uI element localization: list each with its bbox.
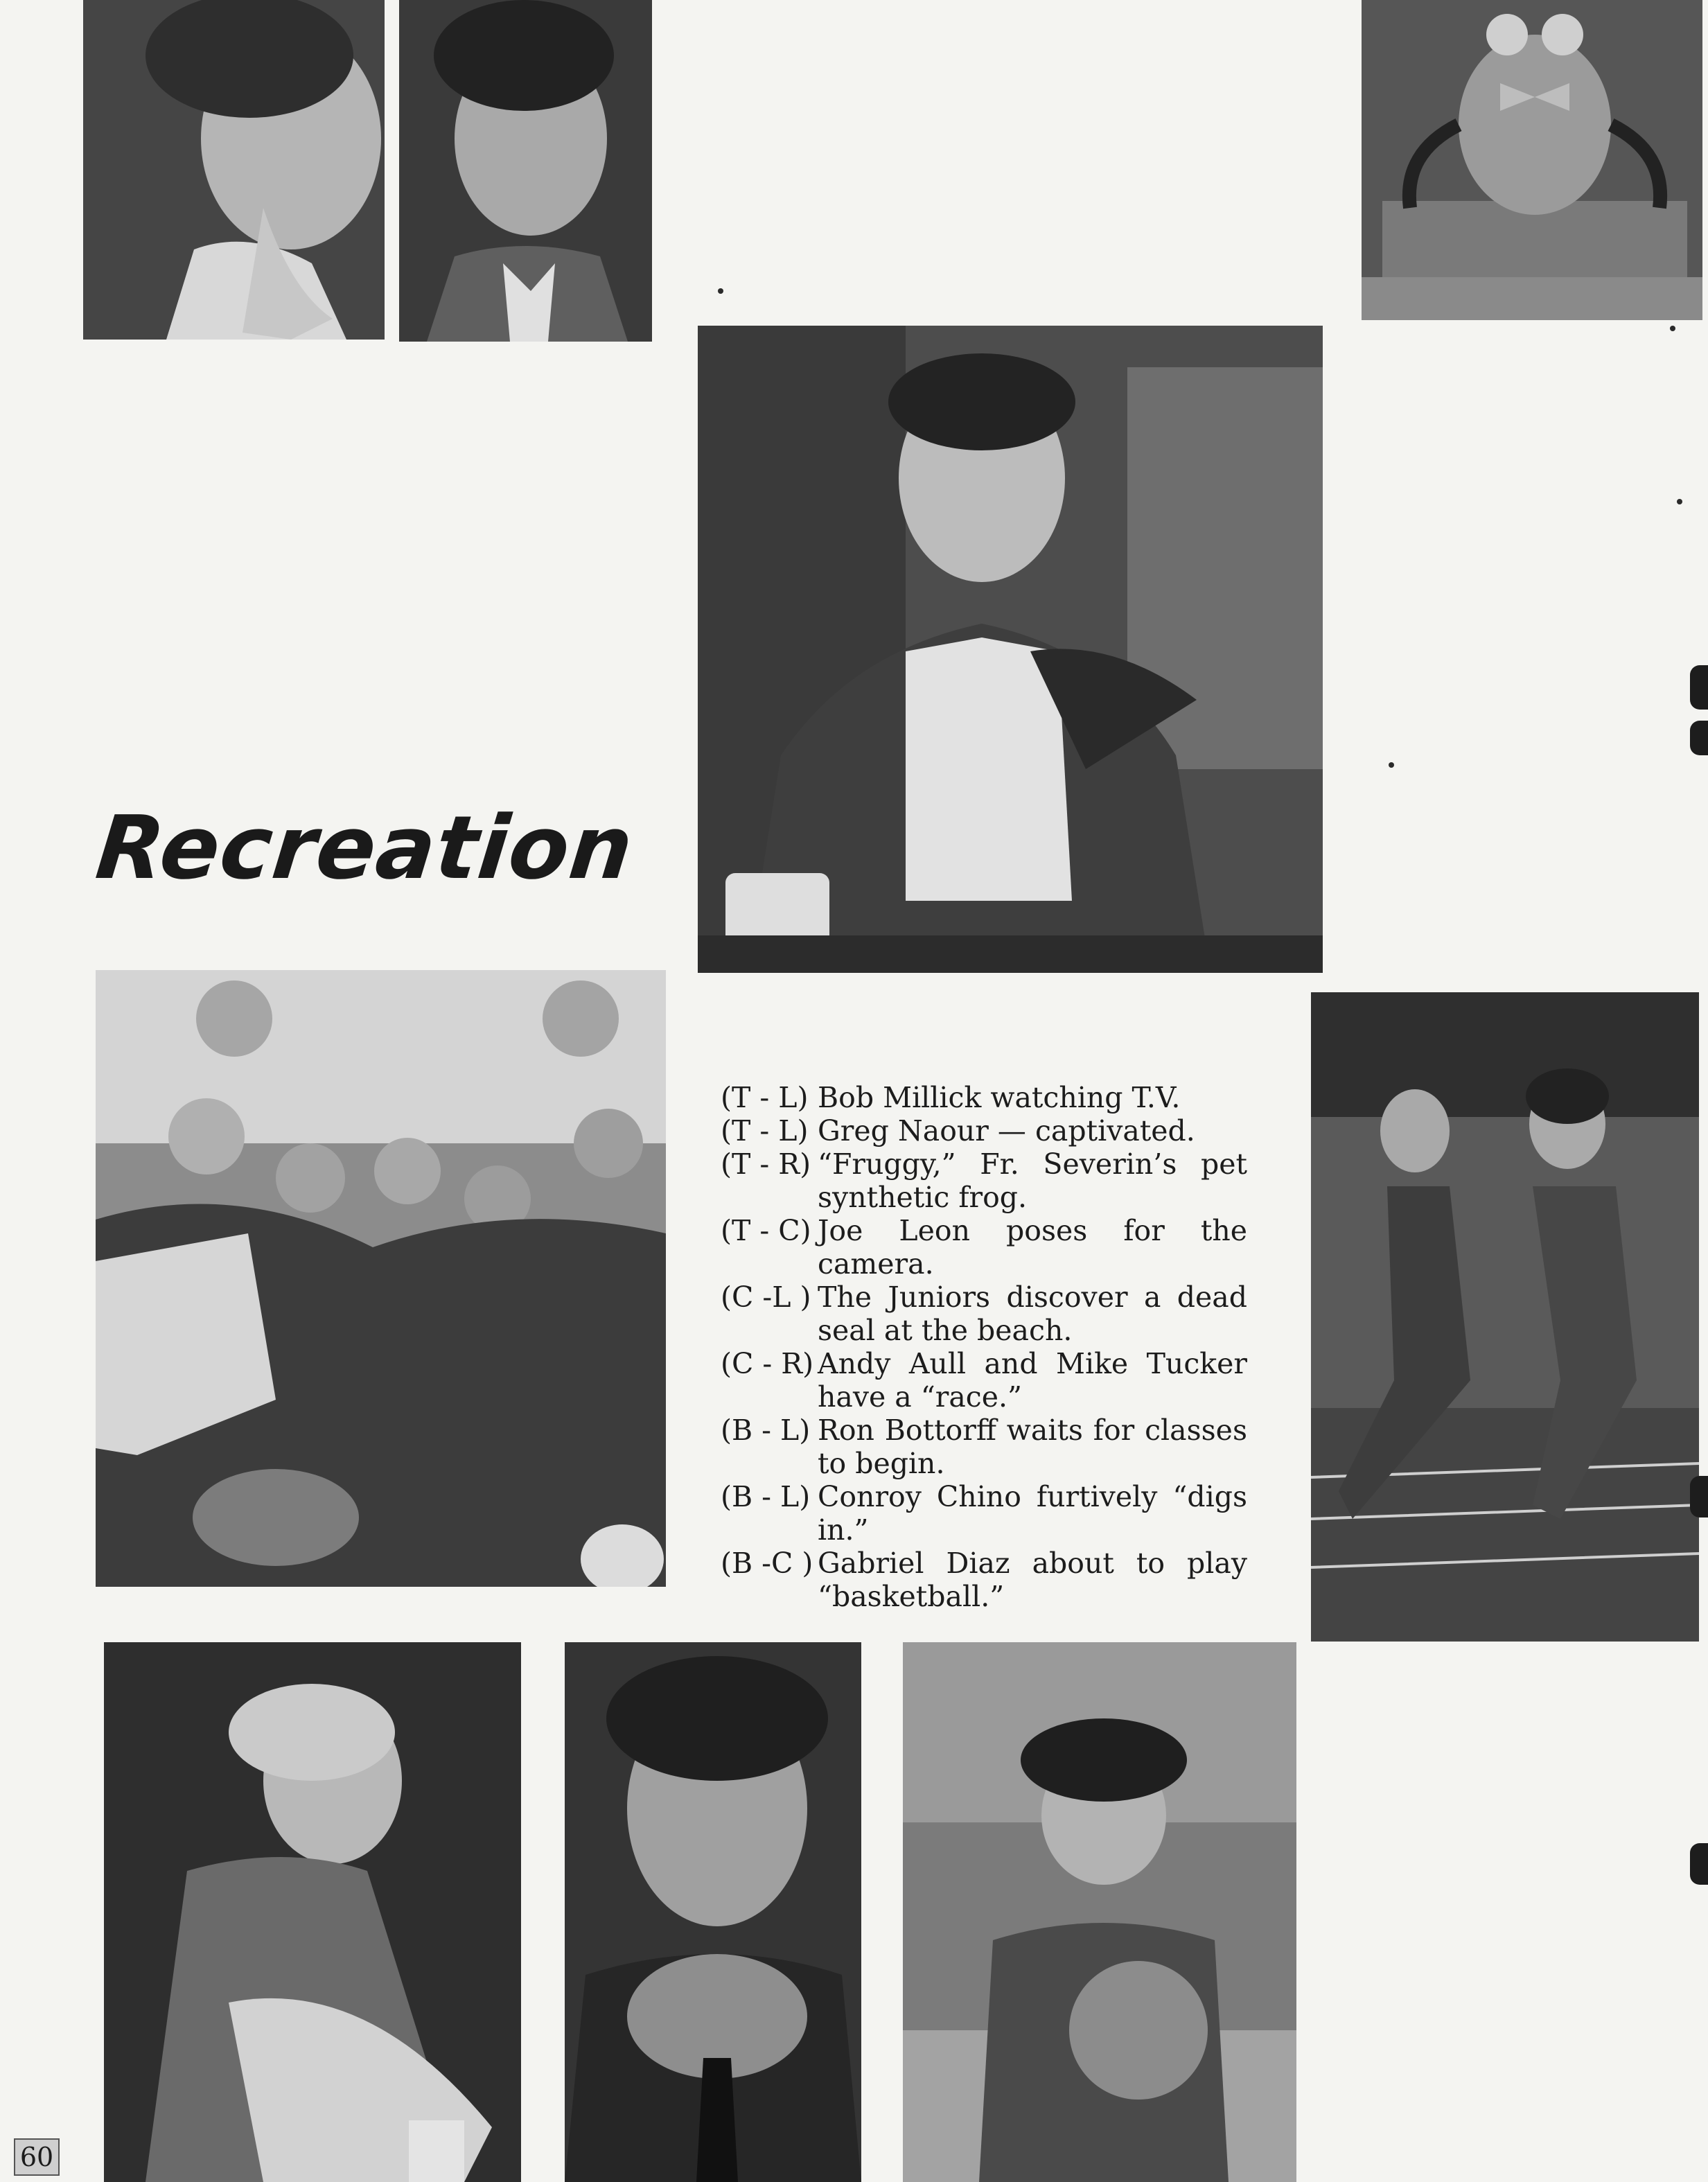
page-number: 60	[14, 2138, 60, 2176]
caption-item	[721, 1414, 1247, 1480]
portrait-drawing	[104, 1642, 521, 2182]
caption-code: (C - R)	[721, 1347, 814, 1380]
caption-code: (B -C )	[721, 1547, 813, 1580]
caption-code: (T - R)	[721, 1147, 811, 1181]
caption-code: (T - L)	[721, 1114, 809, 1147]
portrait-drawing	[83, 0, 385, 340]
photo-race	[1311, 992, 1699, 1642]
caption-code: (B - L)	[721, 1480, 811, 1513]
caption-item	[721, 1081, 1247, 1114]
page-title: Recreation	[91, 797, 638, 899]
photo-fruggy-frog	[1362, 0, 1702, 320]
frog-drawing	[1362, 0, 1702, 320]
binder-hole	[1690, 1843, 1708, 1885]
caption-text: The Juniors discover a dead seal at the beach.	[818, 1281, 1247, 1347]
portrait-drawing	[565, 1642, 861, 2182]
portrait-drawing	[399, 0, 652, 342]
caption-text: Joe Leon poses for the camera.	[818, 1214, 1247, 1281]
caption-list	[721, 1081, 1247, 1613]
caption-item	[721, 1114, 1247, 1147]
caption-text: Conroy Chino furtively “digs in.”	[818, 1480, 1247, 1547]
caption-text: Bob Millick watching T.V.	[818, 1081, 1181, 1114]
portrait-drawing	[903, 1642, 1296, 2182]
binder-hole	[1690, 665, 1708, 710]
group-drawing	[96, 970, 666, 1587]
paper-speck	[1389, 762, 1394, 768]
paper-speck	[718, 288, 723, 294]
caption-item	[721, 1147, 1247, 1214]
caption-item	[721, 1214, 1247, 1281]
caption-text: Ron Bottorff waits for classes to begin.	[818, 1414, 1247, 1480]
photo-bob-millick	[83, 0, 385, 340]
photo-juniors-seal	[96, 970, 666, 1587]
caption-code: (C -L )	[721, 1281, 811, 1314]
photo-joe-leon	[698, 326, 1323, 973]
caption-item	[721, 1347, 1247, 1414]
paper-speck	[1670, 326, 1675, 331]
race-drawing	[1311, 992, 1699, 1642]
photo-greg-naour	[399, 0, 652, 342]
caption-text: Greg Naour — captivated.	[818, 1114, 1195, 1147]
binder-hole	[1690, 721, 1708, 755]
caption-item	[721, 1480, 1247, 1547]
caption-code: (T - L)	[721, 1081, 809, 1114]
photo-conroy-chino	[565, 1642, 861, 2182]
caption-code: (B - L)	[721, 1414, 811, 1447]
caption-item	[721, 1281, 1247, 1347]
caption-code: (T - C)	[721, 1214, 811, 1247]
binder-hole	[1690, 1476, 1708, 1517]
caption-text: Gabriel Diaz about to play “basketball.”	[818, 1547, 1247, 1613]
paper-speck	[1677, 499, 1682, 504]
photo-ron-bottorff	[104, 1642, 521, 2182]
caption-text: Andy Aull and Mike Tucker have a “race.”	[818, 1347, 1247, 1414]
photo-gabriel-diaz	[903, 1642, 1296, 2182]
caption-item	[721, 1547, 1247, 1613]
caption-text: “Fruggy,” Fr. Severin’s pet synthetic frog.	[818, 1147, 1247, 1214]
portrait-drawing	[698, 326, 1323, 973]
